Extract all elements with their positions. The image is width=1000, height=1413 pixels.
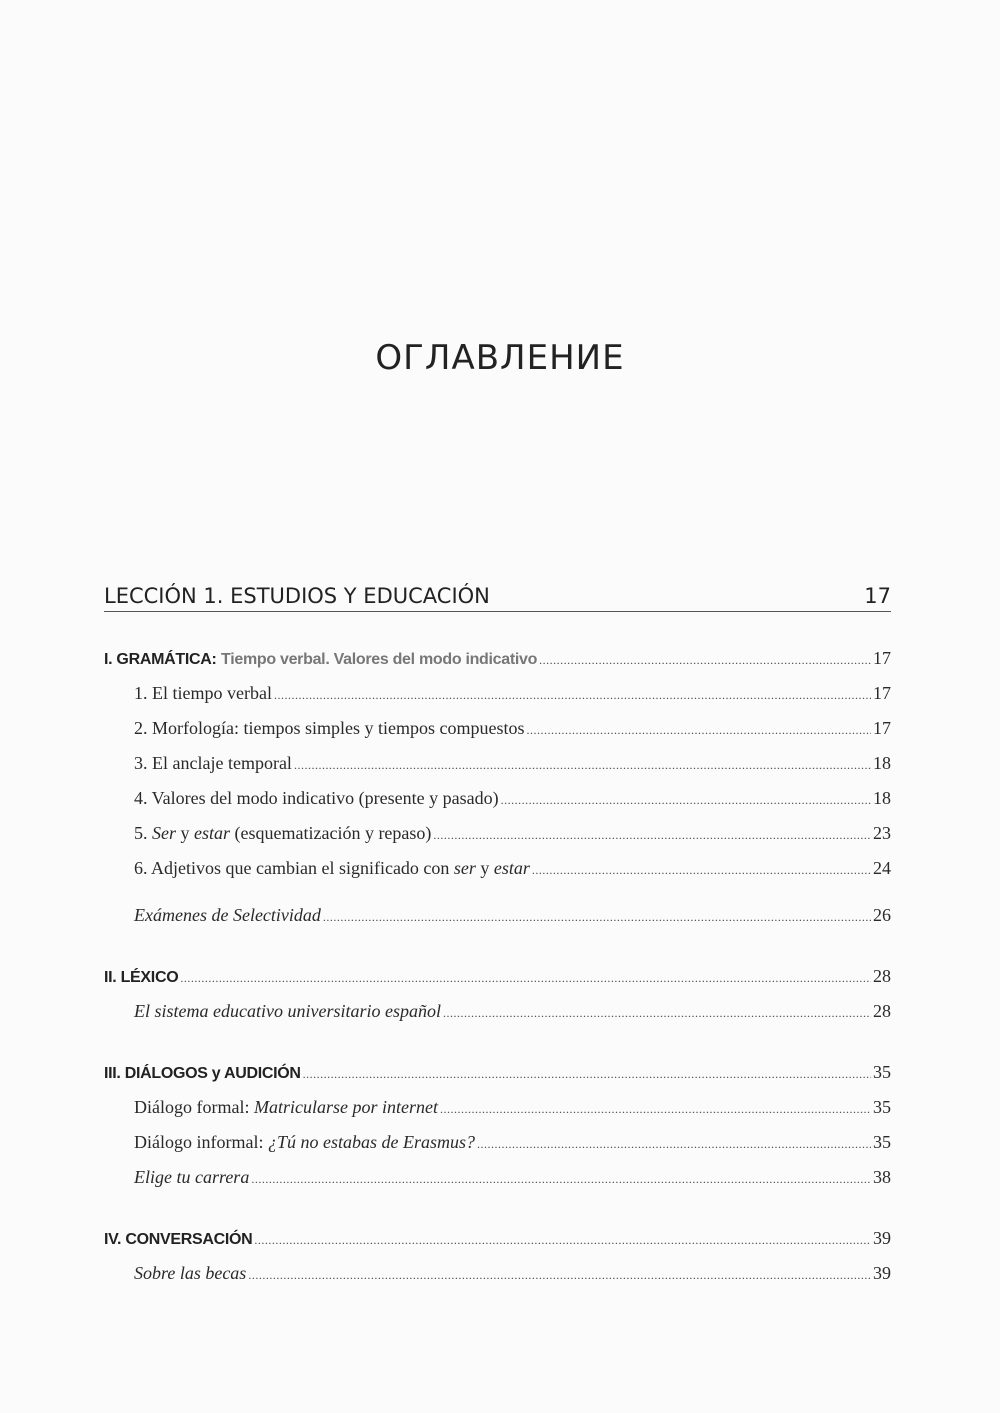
toc-entry-morfologia[interactable] [104,718,891,753]
page-number: 35 [873,1062,891,1082]
dot-leader [501,788,871,809]
toc-entry-becas[interactable] [104,1263,891,1298]
page-number: 35 [873,1097,891,1117]
page-number: 38 [873,1167,891,1187]
entry-label: 2. Morfología: tiempos simples y tiempos compuestos [134,718,525,738]
dot-leader [477,1132,871,1153]
page-number: 28 [873,1001,891,1021]
toc-entry-anclaje[interactable] [104,753,891,788]
entry-label: 6. Adjetivos que cambian el significado con ser y estar [134,858,530,878]
lesson-header [104,584,891,612]
dot-leader [251,1167,871,1188]
page-number: 17 [873,718,891,738]
toc-entry-conversacion[interactable] [104,1228,891,1263]
dot-leader [303,1062,871,1083]
page-number: 28 [873,966,891,986]
dot-leader [539,648,871,669]
dot-leader [274,683,871,704]
dot-leader [294,753,871,774]
page-number: 17 [873,648,891,668]
toc-entry-adjetivos[interactable] [104,858,891,893]
toc-entry-tiempo-verbal[interactable] [104,683,891,718]
toc-entry-elige-carrera[interactable] [104,1167,891,1202]
toc-entry-valores[interactable] [104,788,891,823]
page-number: 26 [873,905,891,925]
entry-label: 3. El anclaje temporal [134,753,292,773]
section-label: III. DIÁLOGOS y AUDICIÓN [104,1065,301,1082]
entry-label: 4. Valores del modo indicativo (presente y pasado) [134,788,499,808]
entry-label: 5. Ser y estar (esquematización y repaso) [134,823,432,843]
table-of-contents [104,648,891,1298]
toc-entry-dialogo-formal[interactable] [104,1097,891,1132]
entry-label: Elige tu carrera [134,1167,250,1187]
dot-leader [433,823,871,844]
entry-label: Exámenes de Selectividad [134,905,321,925]
section-label: I. GRAMÁTICA: [104,651,217,668]
toc-entry-lexico[interactable] [104,966,891,1001]
entry-label: Diálogo formal: Matricularse por internet [134,1097,438,1117]
dot-leader [248,1263,871,1284]
page-title: ОГЛАВЛЕНИЕ [375,338,625,378]
lesson-page: 17 [864,584,891,608]
page-number: 39 [873,1228,891,1248]
dot-leader [532,858,871,879]
dot-leader [443,1001,871,1022]
section-subtitle: Tiempo verbal. Valores del modo indicativo [221,651,538,668]
page-number: 35 [873,1132,891,1152]
dot-leader [254,1228,871,1249]
page-number: 18 [873,788,891,808]
toc-entry-dialogo-informal[interactable] [104,1132,891,1167]
section-label: II. LÉXICO [104,969,179,986]
entry-label: 1. El tiempo verbal [134,683,272,703]
lesson-title: LECCIÓN 1. ESTUDIOS Y EDUCACIÓN [104,584,490,608]
page-number: 24 [873,858,891,878]
page-number: 23 [873,823,891,843]
entry-label: El sistema educativo universitario español [134,1001,441,1021]
page-number: 17 [873,683,891,703]
toc-entry-dialogos[interactable] [104,1062,891,1097]
entry-label: Sobre las becas [134,1263,247,1283]
toc-entry-sistema-educativo[interactable] [104,1001,891,1036]
dot-leader [526,718,871,739]
toc-entry-ser-estar[interactable] [104,823,891,858]
dot-leader [180,966,871,987]
dot-leader [440,1097,871,1118]
toc-entry-gramatica[interactable] [104,648,891,683]
section-label: IV. CONVERSACIÓN [104,1231,253,1248]
page-number: 39 [873,1263,891,1283]
toc-entry-examenes[interactable] [104,905,891,940]
dot-leader [323,905,871,926]
entry-label: Diálogo informal: ¿Tú no estabas de Erasmus? [134,1132,475,1152]
page-number: 18 [873,753,891,773]
